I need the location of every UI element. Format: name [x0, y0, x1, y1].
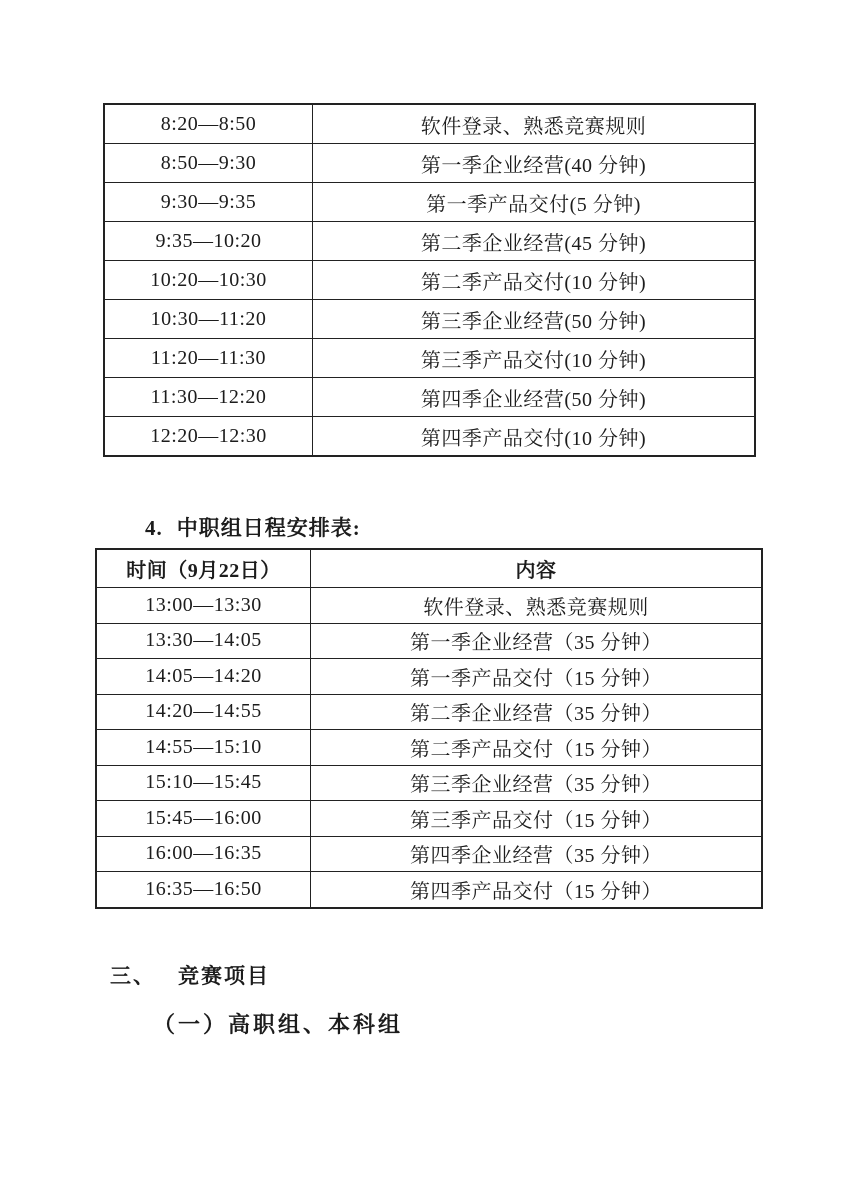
- time-cell: 10:20—10:30: [104, 261, 313, 300]
- content-cell: 第二季产品交付（15 分钟）: [311, 730, 763, 766]
- table-row: [96, 730, 762, 766]
- table-row: [104, 417, 755, 457]
- content-cell: 第四季产品交付（15 分钟）: [311, 872, 763, 908]
- content-cell: 第三季产品交付（15 分钟）: [311, 801, 763, 837]
- section-heading-competition-items: [110, 960, 270, 990]
- time-cell: 10:30—11:20: [104, 300, 313, 339]
- time-cell: 14:55—15:10: [96, 730, 311, 766]
- table-row: [96, 872, 762, 908]
- content-cell: 第三季产品交付(10 分钟): [313, 339, 756, 378]
- content-cell: 第三季企业经营(50 分钟): [313, 300, 756, 339]
- time-cell: 15:45—16:00: [96, 801, 311, 837]
- time-cell: 13:30—14:05: [96, 623, 311, 659]
- time-cell: 9:35—10:20: [104, 222, 313, 261]
- content-cell: 第一季产品交付(5 分钟): [313, 183, 756, 222]
- time-cell: 11:30—12:20: [104, 378, 313, 417]
- time-cell: 14:05—14:20: [96, 659, 311, 695]
- time-cell: 12:20—12:30: [104, 417, 313, 457]
- table-row: [104, 339, 755, 378]
- time-cell: 11:20—11:30: [104, 339, 313, 378]
- table-row: [104, 222, 755, 261]
- heading-label: 中职组日程安排表:: [176, 516, 361, 540]
- table-row: [96, 588, 762, 624]
- table-row: [104, 104, 755, 144]
- table-row: [96, 765, 762, 801]
- time-cell: 9:30—9:35: [104, 183, 313, 222]
- heading-number: 4.: [145, 516, 163, 540]
- table-row: [104, 261, 755, 300]
- content-cell: 第四季企业经营(50 分钟): [313, 378, 756, 417]
- content-cell: 软件登录、熟悉竞赛规则: [313, 104, 756, 144]
- time-cell: 15:10—15:45: [96, 765, 311, 801]
- table-row: [96, 659, 762, 695]
- content-header-cell: 内容: [311, 549, 763, 588]
- content-cell: 第三季企业经营（35 分钟）: [311, 765, 763, 801]
- heading-vocational-schedule: [145, 512, 361, 542]
- time-cell: 13:00—13:30: [96, 588, 311, 624]
- table-row: [104, 183, 755, 222]
- table-row: [104, 300, 755, 339]
- afternoon-schedule-table: [95, 548, 763, 909]
- subsection-heading-groups: （一）高职组、本科组: [153, 1012, 404, 1037]
- content-cell: 第一季产品交付（15 分钟）: [311, 659, 763, 695]
- content-cell: 第二季企业经营(45 分钟): [313, 222, 756, 261]
- time-cell: 8:20—8:50: [104, 104, 313, 144]
- table-row: [96, 836, 762, 872]
- content-cell: 第四季产品交付(10 分钟): [313, 417, 756, 457]
- morning-schedule-table: [103, 103, 756, 457]
- table-row: [104, 144, 755, 183]
- time-header-cell: 时间（9月22日）: [96, 549, 311, 588]
- content-cell: 软件登录、熟悉竞赛规则: [311, 588, 763, 624]
- time-cell: 14:20—14:55: [96, 694, 311, 730]
- table-row: [104, 378, 755, 417]
- content-cell: 第一季企业经营(40 分钟): [313, 144, 756, 183]
- table-row: [96, 801, 762, 837]
- section-marker: 三、: [110, 965, 156, 988]
- time-cell: 16:35—16:50: [96, 872, 311, 908]
- content-cell: 第一季企业经营（35 分钟）: [311, 623, 763, 659]
- section-title: 竞赛项目: [178, 965, 270, 988]
- time-cell: 16:00—16:35: [96, 836, 311, 872]
- table-row: [96, 623, 762, 659]
- content-cell: 第二季企业经营（35 分钟）: [311, 694, 763, 730]
- time-cell: 8:50—9:30: [104, 144, 313, 183]
- content-cell: 第二季产品交付(10 分钟): [313, 261, 756, 300]
- content-cell: 第四季企业经营（35 分钟）: [311, 836, 763, 872]
- table-row: [96, 694, 762, 730]
- table-header-row: [96, 549, 762, 588]
